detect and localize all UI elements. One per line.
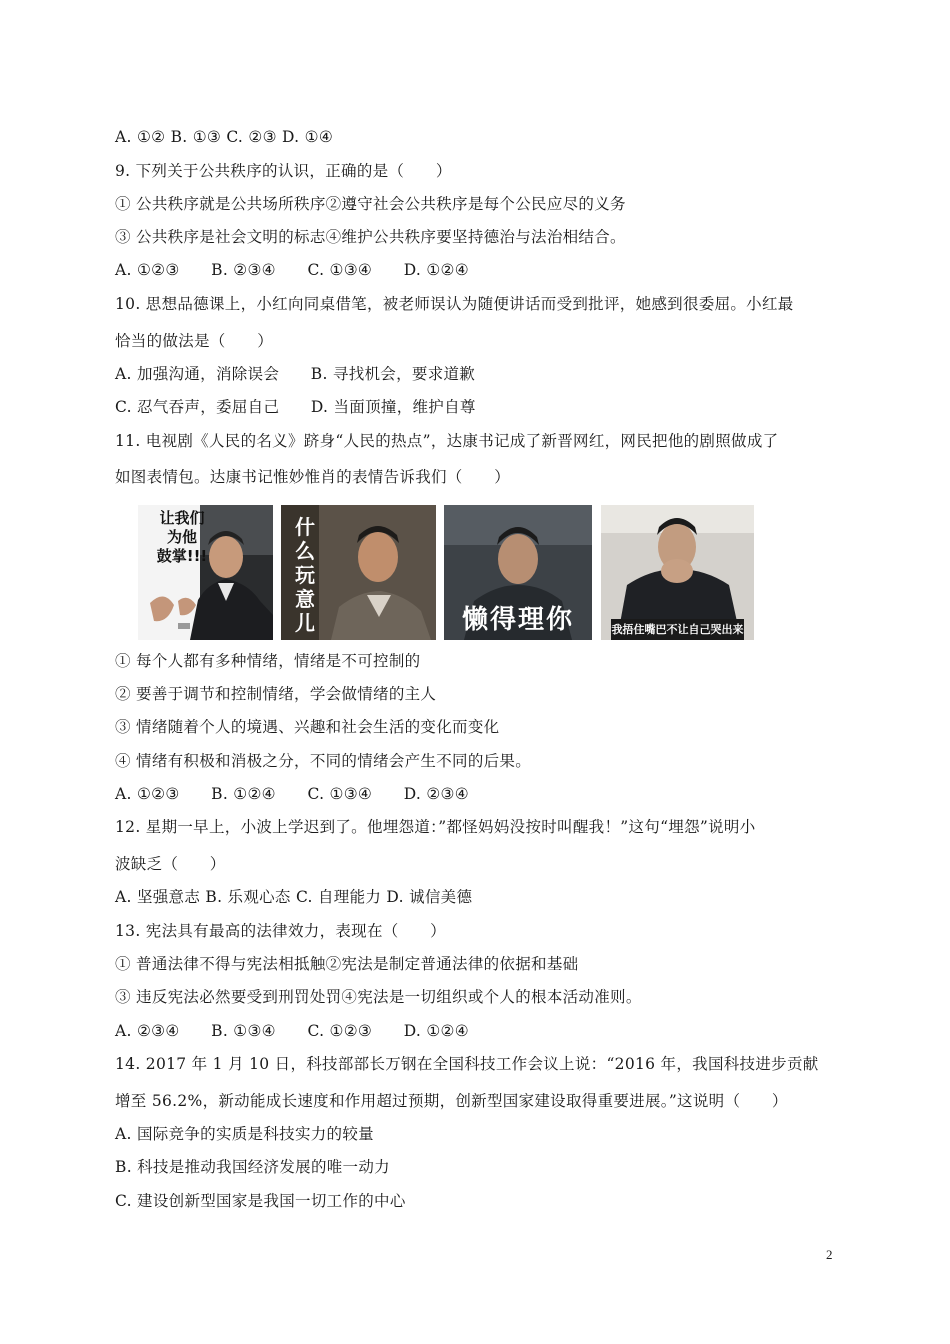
q12-options: A. 坚强意志 B. 乐观心态 C. 自理能力 D. 诚信美德 — [115, 888, 473, 906]
q11-stem-2: 如图表情包。达康书记惟妙惟肖的表情告诉我们（ ） — [115, 468, 511, 486]
meme-what-nonsense-caption: 什 么 玩 意 儿 — [295, 515, 315, 635]
q13-statements-1: ① 普通法律不得与宪法相抵触②宪法是制定普通法律的依据和基础 — [115, 955, 579, 973]
meme-images — [138, 505, 754, 640]
q10-stem-2: 恰当的做法是（ ） — [115, 332, 274, 350]
q9-statements-1: ① 公共秩序就是公共场所秩序②遵守社会公共秩序是每个公民应尽的义务 — [115, 195, 626, 213]
q14-option-c: C. 建设创新型国家是我国一切工作的中心 — [115, 1192, 406, 1210]
q8-options: A. ①② B. ①③ C. ②③ D. ①④ — [115, 128, 334, 146]
meme-what-nonsense — [281, 505, 436, 640]
q10-options-cd: C. 忍气吞声，委屈自己 D. 当面顶撞，维护自尊 — [115, 398, 476, 416]
q11-statement-2: ② 要善于调节和控制情绪，学会做情绪的主人 — [115, 685, 437, 703]
meme-hold-mouth-caption: 我捂住嘴巴不让自己哭出来 — [611, 623, 744, 636]
q12-stem-2: 波缺乏（ ） — [115, 855, 226, 873]
q12-stem-1: 12. 星期一早上，小波上学迟到了。他埋怨道：”都怪妈妈没按时叫醒我！”这句“埋怨”说明小 — [115, 818, 756, 836]
q9-stem: 9. 下列关于公共秩序的认识，正确的是（ ） — [115, 162, 452, 180]
meme-too-lazy-caption: 懒得理你 — [461, 605, 574, 635]
meme-too-lazy — [444, 505, 592, 640]
q11-stem-1: 11. 电视剧《人民的名义》跻身“人民的热点”，达康书记成了新晋网红，网民把他的剧照做成了 — [115, 432, 779, 450]
q11-statement-3: ③ 情绪随着个人的境遇、兴趣和社会生活的变化而变化 — [115, 718, 500, 736]
meme-applause-caption: 让我们 为他 鼓掌!!! — [156, 509, 208, 565]
meme-applause — [138, 505, 273, 640]
q14-option-b: B. 科技是推动我国经济发展的唯一动力 — [115, 1158, 390, 1176]
q14-stem-2: 增至 56.2%，新动能成长速度和作用超过预期，创新型国家建设取得重要进展。”这说明（ ） — [115, 1092, 788, 1110]
q13-stem: 13. 宪法具有最高的法律效力，表现在（ ） — [115, 922, 446, 940]
q9-options: A. ①②③ B. ②③④ C. ①③④ D. ①②④ — [115, 261, 469, 279]
q10-options-ab: A. 加强沟通，消除误会 B. 寻找机会，要求道歉 — [115, 365, 476, 383]
q14-option-a: A. 国际竞争的实质是科技实力的较量 — [115, 1125, 374, 1143]
page-number: 2 — [826, 1247, 833, 1262]
q11-statement-1: ① 每个人都有多种情绪，情绪是不可控制的 — [115, 652, 421, 670]
q11-options: A. ①②③ B. ①②④ C. ①③④ D. ②③④ — [115, 785, 469, 803]
q13-statements-2: ③ 违反宪法必然要受到刑罚处罚④宪法是一切组织或个人的根本活动准则。 — [115, 988, 642, 1006]
q14-stem-1: 14. 2017 年 1 月 10 日，科技部部长万钢在全国科技工作会议上说：“2016 年，我国科技进步贡献 — [115, 1055, 819, 1073]
q9-statements-2: ③ 公共秩序是社会文明的标志④维护公共秩序要坚持德治与法治相结合。 — [115, 228, 626, 246]
q10-stem-1: 10. 思想品德课上，小红向同桌借笔，被老师误认为随便讲话而受到批评，她感到很委屈。小红最 — [115, 295, 794, 313]
q11-statement-4: ④ 情绪有积极和消极之分，不同的情绪会产生不同的后果。 — [115, 752, 532, 770]
meme-hold-mouth — [601, 505, 754, 640]
q13-options: A. ②③④ B. ①③④ C. ①②③ D. ①②④ — [115, 1022, 469, 1040]
